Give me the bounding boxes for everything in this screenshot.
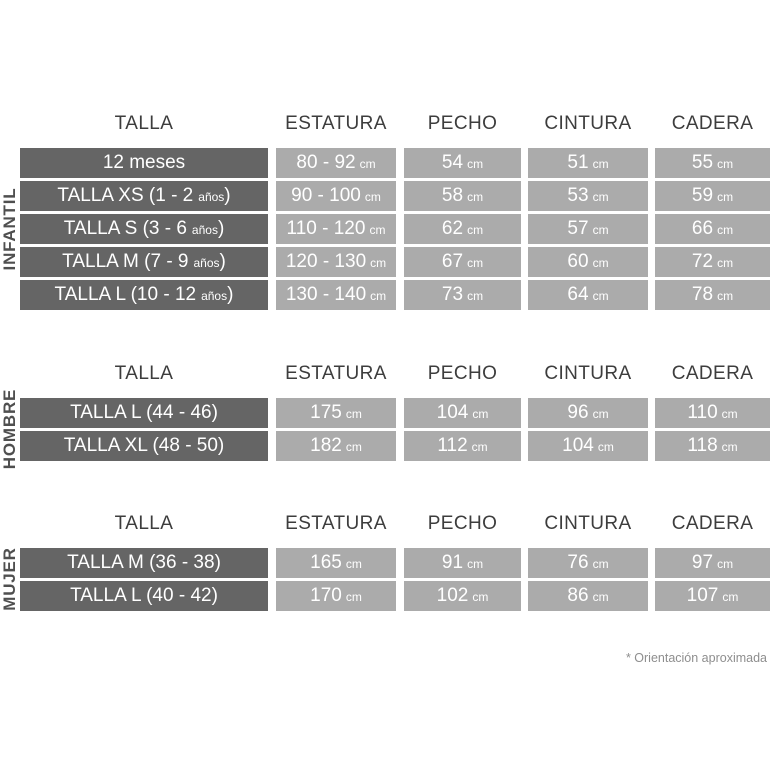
cintura-value: 76 xyxy=(567,552,589,573)
cell-pecho xyxy=(404,548,521,578)
unit-label: cm xyxy=(592,190,609,204)
cell-estatura xyxy=(276,548,396,578)
column-header-cintura: CINTURA xyxy=(544,113,632,134)
cell-cadera xyxy=(655,214,770,244)
cell-cintura xyxy=(528,214,648,244)
cadera-value: 118 xyxy=(687,435,718,456)
cell-cintura xyxy=(528,581,648,611)
unit-label: cm xyxy=(722,590,739,604)
cell-estatura xyxy=(276,398,396,428)
cell-cintura xyxy=(528,398,648,428)
cell-cintura xyxy=(528,148,648,178)
unit-label: cm xyxy=(717,289,734,303)
column-header-pecho: PECHO xyxy=(427,113,498,134)
unit-label: cm xyxy=(359,157,376,171)
column-header-cadera: CADERA xyxy=(671,513,754,534)
cell-estatura xyxy=(276,214,396,244)
cell-talla xyxy=(20,398,268,428)
table-header-row xyxy=(0,360,770,388)
cell-estatura xyxy=(276,581,396,611)
column-header-estatura: ESTATURA xyxy=(285,113,387,134)
talla-age-small: años xyxy=(193,256,220,270)
cell-cadera xyxy=(655,148,770,178)
unit-label: cm xyxy=(717,557,734,571)
column-header-estatura: ESTATURA xyxy=(285,363,387,384)
unit-label: cm xyxy=(592,157,609,171)
cell-pecho xyxy=(404,148,521,178)
unit-label: cm xyxy=(345,557,362,571)
unit-label: cm xyxy=(467,157,484,171)
talla-label: TALLA M (36 - 38) xyxy=(67,552,221,573)
cell-estatura xyxy=(276,431,396,461)
cell-cintura xyxy=(528,548,648,578)
unit-label: cm xyxy=(345,407,362,421)
talla-label: TALLA XL (48 - 50) xyxy=(63,435,225,456)
table-row xyxy=(0,247,770,277)
unit-label: cm xyxy=(592,407,609,421)
estatura-value: 175 xyxy=(310,402,342,423)
estatura-value: 130 - 140 xyxy=(285,284,367,305)
estatura-value: 170 xyxy=(310,585,342,606)
cell-cintura xyxy=(528,247,648,277)
pecho-value: 104 xyxy=(436,402,469,423)
cintura-value: 86 xyxy=(567,585,589,606)
cintura-value: 60 xyxy=(567,251,589,272)
cadera-value: 110 xyxy=(687,402,718,423)
unit-label: cm xyxy=(369,223,386,237)
cell-talla xyxy=(20,214,268,244)
size-table-hombre xyxy=(0,360,770,464)
unit-label: cm xyxy=(472,407,489,421)
unit-label: cm xyxy=(717,157,734,171)
column-header-estatura: ESTATURA xyxy=(285,513,387,534)
cell-talla xyxy=(20,148,268,178)
cintura-value: 64 xyxy=(567,284,589,305)
cadera-value: 59 xyxy=(691,185,714,206)
unit-label: cm xyxy=(471,440,488,454)
cell-cadera xyxy=(655,280,770,310)
cell-pecho xyxy=(404,247,521,277)
unit-label: cm xyxy=(721,407,738,421)
cell-cadera xyxy=(655,581,770,611)
section-label-infantil: INFANTIL xyxy=(0,187,19,271)
cintura-value: 57 xyxy=(567,218,589,239)
talla-label: TALLA L (44 - 46) xyxy=(70,402,218,423)
pecho-value: 102 xyxy=(436,585,469,606)
cintura-value: 51 xyxy=(567,152,589,173)
cell-talla xyxy=(20,181,268,211)
unit-label: cm xyxy=(717,190,734,204)
cadera-value: 97 xyxy=(691,552,714,573)
unit-label: cm xyxy=(597,440,614,454)
size-table-mujer xyxy=(0,510,770,614)
cell-estatura xyxy=(276,148,396,178)
pecho-value: 73 xyxy=(441,284,464,305)
column-header-talla: TALLA xyxy=(114,363,174,384)
cadera-value: 72 xyxy=(691,251,714,272)
unit-label: cm xyxy=(370,289,387,303)
unit-label: cm xyxy=(370,256,387,270)
unit-label: cm xyxy=(592,223,609,237)
talla-label-end: ) xyxy=(217,218,225,239)
unit-label: cm xyxy=(467,223,484,237)
unit-label: cm xyxy=(592,590,609,604)
table-row xyxy=(0,398,770,428)
cell-pecho xyxy=(404,214,521,244)
column-header-cadera: CADERA xyxy=(671,113,754,134)
cell-talla xyxy=(20,431,268,461)
cell-cadera xyxy=(655,247,770,277)
cell-pecho xyxy=(404,581,521,611)
column-header-talla: TALLA xyxy=(114,513,174,534)
cell-cadera xyxy=(655,398,770,428)
cell-talla xyxy=(20,247,268,277)
cadera-value: 55 xyxy=(691,152,714,173)
cintura-value: 53 xyxy=(567,185,589,206)
pecho-value: 58 xyxy=(441,185,464,206)
cell-cintura xyxy=(528,181,648,211)
cell-pecho xyxy=(404,431,521,461)
unit-label: cm xyxy=(592,256,609,270)
cell-talla xyxy=(20,280,268,310)
estatura-value: 120 - 130 xyxy=(285,251,367,272)
cell-cintura xyxy=(528,280,648,310)
unit-label: cm xyxy=(717,223,734,237)
column-header-cintura: CINTURA xyxy=(544,363,632,384)
cell-cintura xyxy=(528,431,648,461)
talla-label-end: ) xyxy=(227,284,234,305)
pecho-value: 67 xyxy=(441,251,464,272)
unit-label: cm xyxy=(364,190,381,204)
estatura-value: 80 - 92 xyxy=(296,152,356,173)
cell-cadera xyxy=(655,431,770,461)
column-header-pecho: PECHO xyxy=(427,513,498,534)
unit-label: cm xyxy=(592,557,609,571)
pecho-value: 54 xyxy=(441,152,464,173)
unit-label: cm xyxy=(345,590,362,604)
cell-pecho xyxy=(404,181,521,211)
unit-label: cm xyxy=(467,289,484,303)
talla-label: 12 meses xyxy=(102,152,186,173)
talla-label: TALLA L (40 - 42) xyxy=(70,585,218,606)
estatura-value: 182 xyxy=(310,435,342,456)
table-row xyxy=(0,280,770,310)
cell-estatura xyxy=(276,280,396,310)
table-row xyxy=(0,148,770,178)
cell-pecho xyxy=(404,398,521,428)
pecho-value: 91 xyxy=(441,552,464,573)
table-row xyxy=(0,581,770,611)
column-header-cintura: CINTURA xyxy=(544,513,632,534)
talla-label-end: ) xyxy=(219,251,226,272)
unit-label: cm xyxy=(467,557,484,571)
cell-cadera xyxy=(655,548,770,578)
cadera-value: 107 xyxy=(686,585,719,606)
talla-label: TALLA XS (1 - 2 xyxy=(57,185,194,206)
cell-pecho xyxy=(404,280,521,310)
size-table-infantil xyxy=(0,110,770,313)
table-row xyxy=(0,181,770,211)
unit-label: cm xyxy=(592,289,609,303)
table-header-row xyxy=(0,510,770,538)
cadera-value: 66 xyxy=(691,218,714,239)
table-header-row xyxy=(0,110,770,138)
unit-label: cm xyxy=(467,256,484,270)
talla-age-small: años xyxy=(198,190,225,204)
estatura-value: 110 - 120 xyxy=(286,218,366,239)
table-row xyxy=(0,214,770,244)
pecho-value: 112 xyxy=(437,435,468,456)
cell-talla xyxy=(20,548,268,578)
unit-label: cm xyxy=(345,440,362,454)
unit-label: cm xyxy=(472,590,489,604)
pecho-value: 62 xyxy=(441,218,464,239)
column-header-cadera: CADERA xyxy=(671,363,754,384)
cell-estatura xyxy=(276,181,396,211)
column-header-pecho: PECHO xyxy=(427,363,498,384)
cintura-value: 104 xyxy=(562,435,594,456)
footnote: * Orientación aproximada xyxy=(625,651,767,665)
cell-talla xyxy=(20,581,268,611)
section-label-hombre: HOMBRE xyxy=(0,388,19,470)
cell-cadera xyxy=(655,181,770,211)
table-row xyxy=(0,431,770,461)
table-row xyxy=(0,548,770,578)
cadera-value: 78 xyxy=(691,284,714,305)
unit-label: cm xyxy=(721,440,738,454)
talla-age-small: años xyxy=(201,289,228,303)
cintura-value: 96 xyxy=(567,402,589,423)
column-header-talla: TALLA xyxy=(114,113,174,134)
talla-label: TALLA L (10 - 12 xyxy=(54,284,197,305)
estatura-value: 165 xyxy=(310,552,342,573)
talla-label: TALLA M (7 - 9 xyxy=(62,251,189,272)
estatura-value: 90 - 100 xyxy=(291,185,361,206)
section-label-mujer: MUJER xyxy=(0,547,19,611)
unit-label: cm xyxy=(717,256,734,270)
talla-label-end: ) xyxy=(224,185,231,206)
cell-estatura xyxy=(276,247,396,277)
talla-age-small: años xyxy=(191,223,218,237)
unit-label: cm xyxy=(467,190,484,204)
talla-label: TALLA S (3 - 6 xyxy=(63,218,187,239)
